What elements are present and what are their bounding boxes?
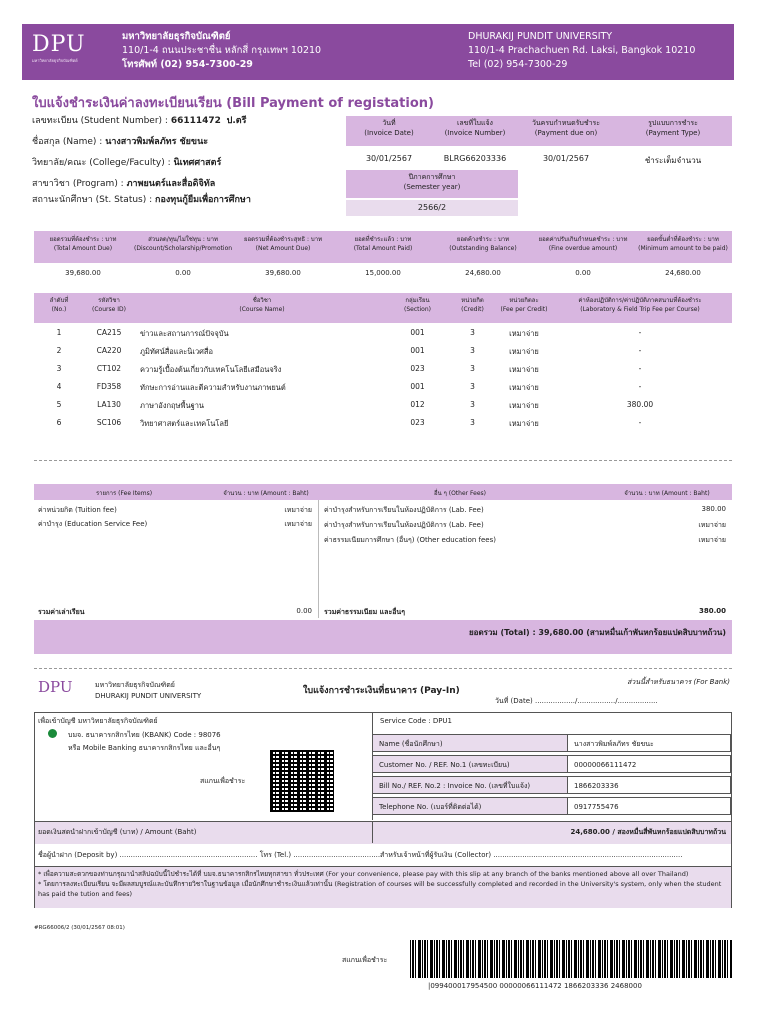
divider — [34, 460, 732, 461]
student-status: สถานะนักศึกษา (St. Status) : กองทุนกู้ยืมเพื่อการศึกษา — [32, 195, 251, 205]
amount-header-cell — [134, 235, 232, 253]
other-fee-amount: เหมาจ่าย — [698, 536, 726, 544]
notes: * เพื่อความสะดวกของท่านกรุณานำสลิปฉบับนี้ไปชำระได้ที่ บมจ.ธนาคารกสิกรไทยทุกสาขา ทั่วประเทศ (For your convenience, please pay with this slip at any branch of the banks mentioned above all over Thailand) * โดยการลงทะเบียนเรียน จะมีผลสมบูรณ์และบันทึกรายวิชาในฐานข้อมูล เมื่อนักศึกษาชำระเงินแล้วเท่านั้น (Registration of courses will be successfully completed and recorded in the University's system, only when the student has paid the tution and fees) — [38, 870, 722, 898]
service-code: Service Code : DPU1 — [380, 717, 453, 725]
fee-amount: เหมาจ่าย — [284, 506, 312, 514]
course-cell: 001 — [410, 328, 425, 337]
course-header-cell — [84, 296, 134, 314]
amount-header-th: ยอดรวมที่ต้องชำระสุทธิ : บาท — [243, 236, 323, 243]
other-amount-header: จำนวน : บาท (Amount : Baht) — [624, 490, 710, 497]
course-cell: 2 — [56, 346, 62, 355]
course-cell: ความรู้เบื้องต้นเกี่ยวกับเทคโนโลยีเสมือนจริง — [140, 365, 282, 374]
fees-divider — [318, 500, 319, 618]
course-header-cell — [34, 296, 84, 314]
course-header-en: (Course Name) — [239, 306, 285, 313]
kbank-icon — [48, 729, 57, 738]
course-cell: - — [638, 382, 642, 391]
payin-date: วันที่ (Date) ................../................./.................. — [495, 697, 658, 705]
course-cell: 012 — [410, 400, 425, 409]
amount-header-th: ยอดรวมที่ต้องชำระ : บาท — [49, 236, 117, 243]
course-cell: - — [638, 418, 642, 427]
course-cell: 3 — [470, 346, 475, 355]
course-cell: ภูมิทัศน์สื่อและนิเวศสื่อ — [140, 347, 214, 356]
cut-line — [34, 668, 732, 669]
amount-header-cell — [634, 235, 732, 253]
payin-field-label: Customer No. / REF. No.1 (เลขทะเบียน) — [373, 755, 567, 773]
payin-field-label: Name (ชื่อนักศึกษา) — [373, 734, 567, 752]
course-cell: LA130 — [97, 400, 121, 409]
course-cell: 3 — [470, 382, 475, 391]
fee-items-header: รายการ (Fee Items) — [95, 490, 153, 497]
course-cell: ข่าวและสถานการณ์ปัจจุบัน — [140, 329, 229, 338]
amount-value: 24,680.00 — [465, 269, 501, 277]
fee-item: ค่าบำรุง (Education Service Fee) — [38, 520, 148, 528]
course-cell: เหมาจ่าย — [509, 329, 539, 338]
amount-header-en: (Total Amount Due) — [53, 245, 113, 252]
payin-logo: DPU — [38, 678, 73, 696]
course-header-th: หน่วยกิต — [461, 297, 484, 304]
university-header — [22, 24, 734, 80]
course-cell: 3 — [470, 400, 475, 409]
course-cell: เหมาจ่าย — [509, 347, 539, 356]
amount-header-th: ยอดค้างชำระ : บาท — [456, 236, 510, 243]
student-program: สาขาวิชา (Program) : ภาพยนตร์และสื่อดิจิทัล — [32, 179, 216, 189]
invoice-date-header: วันที่ (Invoice Date) — [364, 119, 414, 137]
qr-code[interactable] — [270, 750, 334, 812]
course-cell: 3 — [56, 364, 62, 373]
course-cell: 6 — [56, 418, 62, 427]
other-fee-amount: 380.00 — [701, 505, 726, 513]
sum-tuition: 0.00 — [296, 607, 312, 615]
amount-divider — [372, 821, 373, 843]
amount-header-th: ยอดค่าปรับเกินกำหนดชำระ : บาท — [538, 236, 628, 243]
course-header-en: (Section) — [404, 306, 431, 313]
course-cell: เหมาจ่าย — [509, 365, 539, 374]
amount-header-en: (Fine overdue amount) — [548, 245, 618, 252]
course-header-th: รหัสวิชา — [98, 297, 120, 304]
grand-total: ยอดรวม (Total) : 39,680.00 (สามหมื่นเก้าพันหกร้อยแปดสิบบาทถ้วน) — [468, 628, 726, 637]
course-cell: ทักษะการอ่านและตีความสำหรับงานภาพยนต์ — [140, 383, 286, 392]
course-cell: - — [638, 346, 642, 355]
amount-header-en: (Total Amount Paid) — [353, 245, 413, 252]
course-cell: CA220 — [96, 346, 122, 355]
amount-header-cell — [34, 235, 132, 253]
amount-header-cell — [434, 235, 532, 253]
due-date-header: วันครบกำหนดรับชำระ (Payment due on) — [531, 119, 601, 137]
course-cell: - — [638, 328, 642, 337]
course-cell: 3 — [470, 364, 475, 373]
student-name: ชื่อสกุล (Name) : นางสาวพิมพ์ลภัทร ชัยขนะ — [32, 137, 209, 147]
payin-field-value: 1866203336 — [567, 776, 731, 794]
course-cell: - — [638, 364, 642, 373]
course-header-th: หน่วยกิตละ — [509, 297, 539, 304]
course-header-en: (Course ID) — [92, 306, 126, 313]
payin-university: มหาวิทยาลัยธุรกิจบัณฑิตย์ DHURAKIJ PUNDIT UNIVERSITY — [95, 681, 202, 700]
course-cell: วิทยาศาสตร์และเทคโนโลยี — [140, 419, 229, 428]
semester-header: ปีภาคการศึกษา (Semester year) — [346, 170, 518, 198]
header-thai: มหาวิทยาลัยธุรกิจบัณฑิตย์ 110/1-4 ถนนประชาชื่น หลักสี่ กรุงเทพฯ 10210 โทรศัพท์ (02) 954-7300-29 — [122, 31, 322, 70]
payin-field-value: นางสาวพิมพ์ลภัทร ชัยขนะ — [567, 734, 731, 752]
course-header-en: (No.) — [51, 306, 67, 313]
mobile-banking: หรือ Mobile Banking ธนาคารกสิกรไทย และอื่นๆ — [68, 744, 221, 752]
other-fees-header: อื่น ๆ (Other Fees) — [434, 490, 486, 497]
course-cell: 3 — [470, 328, 475, 337]
fee-amount: เหมาจ่าย — [284, 520, 312, 528]
bank-code: บมจ. ธนาคารกสิกรไทย (KBANK) Code : 98076 — [68, 731, 221, 739]
amount-value: 24,680.00 — [665, 269, 701, 277]
amount-header-th: ยอดขั้นต่ำที่ต้องชำระ : บาท — [647, 236, 719, 243]
sum-tuition-label: รวมค่าเล่าเรียน — [38, 608, 85, 616]
amount-header-en: (Minimum amount to be paid) — [638, 245, 728, 252]
account-label: เพื่อเข้าบัญชี มหาวิทยาลัยธุรกิจบัณฑิตย์ — [38, 717, 158, 725]
course-header-th: ชื่อวิชา — [252, 297, 272, 304]
course-cell: CA215 — [96, 328, 122, 337]
fee-item: ค่าหน่วยกิต (Tuition fee) — [38, 506, 117, 514]
course-header-en: (Credit) — [461, 306, 484, 313]
other-fee-amount: เหมาจ่าย — [698, 521, 726, 529]
amount-header-th: ส่วนลด/ทุน/ไม่ใช่ทุน : บาท — [148, 236, 218, 243]
amount-header-en: (Discount/Scholarship/Promotion — [134, 245, 233, 252]
payment-type: ชำระเต็มจำนวน — [644, 156, 702, 165]
course-header-cell — [548, 296, 732, 314]
amount-header-cell — [534, 235, 632, 253]
payin-title: ใบแจ้งการชำระเงินที่ธนาคาร (Pay-In) — [303, 686, 460, 696]
payin-field-label: Telephone No. (เบอร์ที่ติดต่อได้) — [373, 797, 567, 815]
course-header-cell — [390, 296, 445, 314]
fee-amount-header: จำนวน : บาท (Amount : Baht) — [223, 490, 309, 497]
scan-label: สแกนเพื่อชำระ — [200, 777, 246, 785]
course-cell: 5 — [56, 400, 62, 409]
invoice-date: 30/01/2567 — [365, 154, 413, 163]
other-fee-item: ค่าธรรมเนียมการศึกษา (อื่นๆ) (Other education fees) — [324, 536, 496, 544]
invoice-number-header: เลขที่ใบแจ้ง (Invoice Number) — [444, 119, 506, 137]
course-header-th: กลุ่มเรียน — [405, 297, 430, 304]
course-header-en: (Fee per Credit) — [500, 306, 548, 313]
payment-type-header: รูปแบบการชำระ (Payment Type) — [645, 119, 701, 137]
course-cell: 1 — [56, 328, 62, 337]
semester-value: 2566/2 — [346, 200, 518, 216]
page-title: ใบแจ้งชำระเงินค่าลงทะเบียนเรียน (Bill Payment of registation) — [32, 96, 434, 111]
course-cell: 380.00 — [626, 400, 654, 409]
course-header-cell — [134, 296, 390, 314]
barcode-text: |099400017954500 00000066111472 1866203336 2468000 — [428, 982, 642, 990]
course-header-th: ลำดับที่ — [49, 297, 69, 304]
course-cell: 001 — [410, 346, 425, 355]
amount-value: 15,000.00 — [365, 269, 401, 277]
due-date: 30/01/2567 — [542, 154, 590, 163]
amount-header-th: ยอดที่ชำระแล้ว : บาท — [354, 236, 412, 243]
course-header-th: ค่าห้องปฏิบัติการ/ค่าปฏิบัติภาคสนามที่ต้องชำระ — [578, 297, 702, 304]
course-header-en: (Laboratory & Field Trip Fee per Course) — [580, 306, 700, 313]
amount-value: 0.00 — [575, 269, 591, 277]
amount-header-en: (Outstanding Balance) — [449, 245, 517, 252]
course-cell: 001 — [410, 382, 425, 391]
course-header-cell — [445, 296, 500, 314]
student-faculty: วิทยาลัย/คณะ (College/Faculty) : นิเทศศาสตร์ — [32, 158, 222, 168]
amount-value: 39,680.00 — [265, 269, 301, 277]
course-cell: 023 — [410, 418, 425, 427]
header-english: DHURAKIJ PUNDIT UNIVERSITY 110/1-4 Prachachuen Rd. Laksi, Bangkok 10210 Tel (02) 954-7300-29 — [468, 31, 696, 70]
student-number: เลขทะเบียน (Student Number) : 66111472 ป.ตรี — [32, 116, 247, 126]
sum-other-label: รวมค่าธรรมเนียม และอื่นๆ — [324, 608, 405, 616]
invoice-number: BLRG66203336 — [443, 154, 507, 163]
course-cell: CT102 — [96, 364, 122, 373]
course-cell: 023 — [410, 364, 425, 373]
amount-value: 0.00 — [175, 269, 191, 277]
bank-part-label: ส่วนนี้สำหรับธนาคาร (For Bank) — [627, 678, 730, 686]
course-header-cell — [500, 296, 548, 314]
payin-field-value: 00000066111472 — [567, 755, 731, 773]
course-cell: FD358 — [96, 382, 122, 391]
payin-field-label: Bill No./ REF. No.2 : Invoice No. (เลขที่ใบแจ้ง) — [373, 776, 567, 794]
course-cell: 4 — [56, 382, 62, 391]
other-fee-item: ค่าบำรุงสำหรับการเรียนในห้องปฏิบัติการ (Lab. Fee) — [324, 506, 484, 514]
collector-field[interactable]: สำหรับเจ้าหน้าที่ผู้รับเงิน (Collector) ..................................................................................... — [380, 851, 683, 859]
amount-value: 39,680.00 — [65, 269, 101, 277]
amount-header-cell — [234, 235, 332, 253]
barcode[interactable] — [410, 940, 732, 978]
amount-value: 24,680.00 / สองหมื่นสี่พันหกร้อยแปดสิบบาทถ้วน — [570, 828, 726, 836]
course-cell: 3 — [470, 418, 475, 427]
payin-field-value: 0917755476 — [567, 797, 731, 815]
amount-label: ยอดเงินสดนำฝากเข้าบัญชี (บาท) / Amount (Baht) — [38, 828, 197, 836]
scan-label-2: สแกนเพื่อชำระ — [342, 956, 388, 964]
course-cell: เหมาจ่าย — [509, 383, 539, 392]
course-cell: เหมาจ่าย — [509, 419, 539, 428]
dpu-logo: DPU มหาวิทยาลัยธุรกิจบัณฑิตย์ — [32, 32, 86, 63]
course-cell: เหมาจ่าย — [509, 401, 539, 410]
amount-header-cell — [334, 235, 432, 253]
form-code: #RG66006/2 (30/01/2567 08:01) — [34, 925, 125, 931]
course-cell: ภาษาอังกฤษพื้นฐาน — [140, 401, 205, 410]
sum-other: 380.00 — [698, 607, 726, 615]
depositor-field[interactable]: ชื่อผู้นำฝาก (Deposit by) .............................................................. โทร (Tel.) ........................................ — [38, 851, 383, 859]
amount-header-en: (Net Amount Due) — [255, 245, 311, 252]
other-fee-item: ค่าบำรุงสำหรับการเรียนในห้องปฏิบัติการ (Lab. Fee) — [324, 521, 484, 529]
course-cell: SC106 — [96, 418, 122, 427]
